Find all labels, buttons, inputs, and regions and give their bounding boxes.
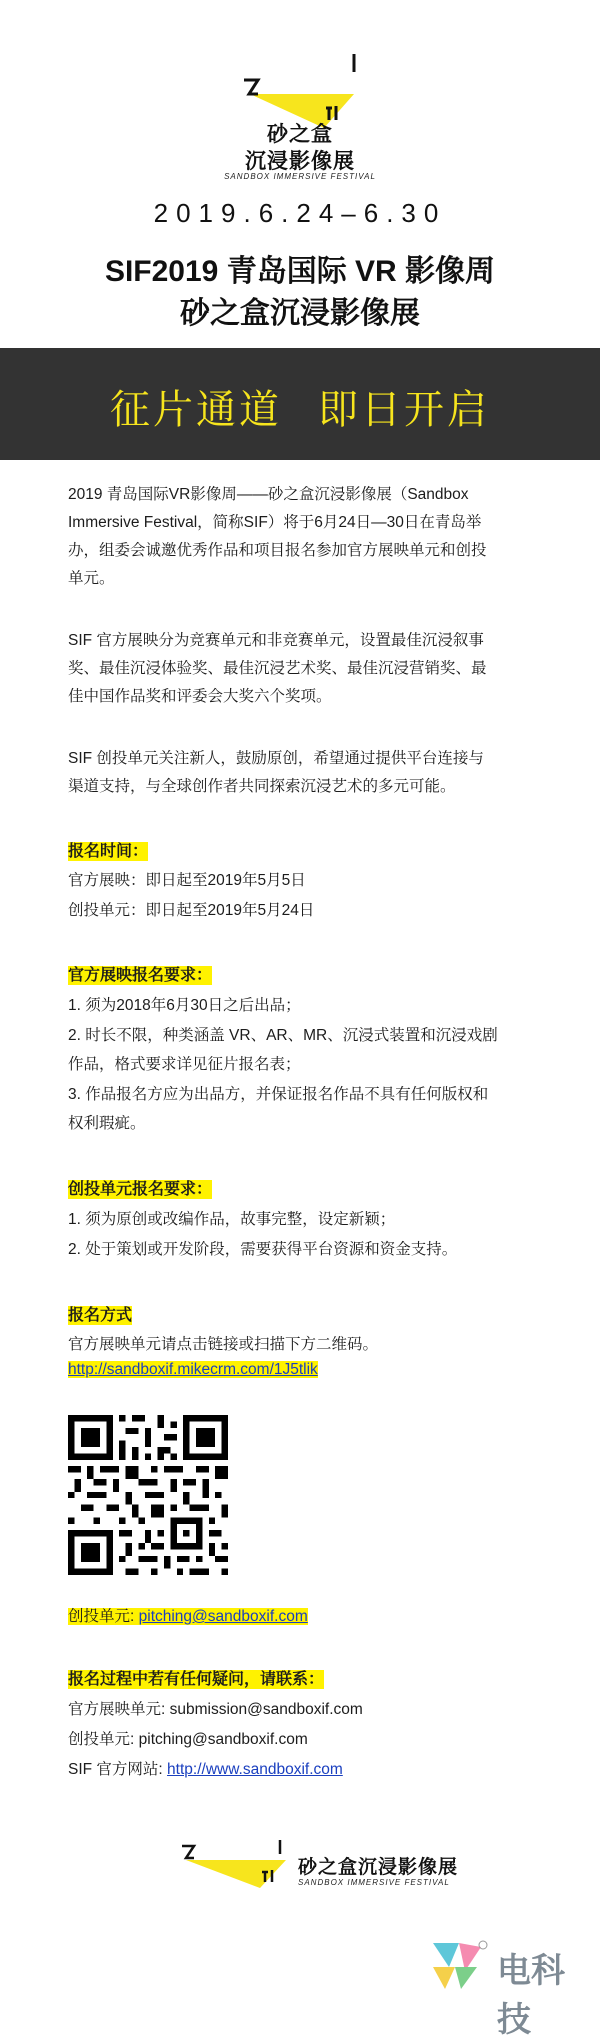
pitching-email-link[interactable]: pitching@sandboxif.com <box>138 1608 308 1625</box>
logo-title-line2: 沉浸影像展 <box>245 150 355 173</box>
watermark-text: 电科技 <box>497 1952 565 2039</box>
banner-text <box>0 378 600 435</box>
event-title-line1: SIF2019 青岛国际 VR 影像周 <box>104 255 496 288</box>
contact-heading: 报名过程中若有任何疑问，请联系： <box>68 1671 325 1688</box>
official-site-link[interactable]: http://www.sandboxif.com <box>167 1761 343 1778</box>
official-requirement-3a: 3. 作品报名方应为出品方，并保证报名作品不具有任何版权和 <box>68 1086 489 1103</box>
registration-time-official: 官方展映：即日起至2019年5月5日 <box>68 872 306 889</box>
footer-logo-title: 砂之盒沉浸影像展 <box>298 1857 459 1878</box>
intro-p2-line1: SIF 官方展映分为竞赛单元和非竞赛单元，设置最佳沉浸叙事 <box>68 632 484 649</box>
pitching-contact-line <box>68 1604 308 1626</box>
registration-link[interactable]: http://sandboxif.mikecrm.com/1J5tlik <box>68 1361 318 1378</box>
call-for-entries-banner <box>0 348 600 460</box>
pitching-email: pitching@sandboxif.com <box>138 1731 308 1748</box>
pitching-requirements-heading: 创投单元报名要求： <box>68 1181 213 1198</box>
watermark <box>425 1935 595 2039</box>
official-requirement-2a: 2. 时长不限，种类涵盖 VR、AR、MR、沉浸式装置和沉浸戏剧 <box>68 1027 498 1044</box>
method-heading: 报名方式 <box>68 1307 133 1324</box>
official-requirement-2b: 作品，格式要求详见征片报名表； <box>68 1056 301 1073</box>
method-description: 官方展映单元请点击链接或扫描下方二维码。 <box>68 1336 379 1353</box>
intro-p1-line2: Immersive Festival，简称SIF）将于6月24日—30日在青岛举 <box>68 514 482 531</box>
official-requirements-heading: 官方展映报名要求： <box>68 967 213 984</box>
intro-p1-line3: 办，组委会诚邀优秀作品和项目报名参加官方展映单元和创投 <box>68 542 487 559</box>
intro-p3-line1: SIF 创投单元关注新人，鼓励原创，希望通过提供平台连接与 <box>68 750 484 767</box>
logo-subtitle: SANDBOX IMMERSIVE FESTIVAL <box>224 172 376 181</box>
registration-link-line <box>68 1361 318 1379</box>
official-requirement-3b: 权利瑕疵。 <box>68 1115 146 1132</box>
registration-time-pitching: 创投单元：即日起至2019年5月24日 <box>68 902 315 919</box>
intro-p3-line2: 渠道支持，与全球创作者共同探索沉浸艺术的多元可能。 <box>68 778 456 795</box>
official-email: submission@sandboxif.com <box>169 1701 363 1718</box>
contact-official-line: 官方展映单元: submission@sandboxif.com <box>68 1701 363 1718</box>
pitching-requirement-1: 1. 须为原创或改编作品，故事完整，设定新颖； <box>68 1211 396 1228</box>
contact-site-line: SIF 官方网站: http://www.sandboxif.com <box>68 1761 343 1778</box>
intro-p1-line4: 单元。 <box>68 570 115 587</box>
footer-logo-subtitle: SANDBOX IMMERSIVE FESTIVAL <box>298 1878 450 1887</box>
pitching-label: 创投单元: <box>68 1608 139 1625</box>
qr-code-icon <box>68 1415 228 1575</box>
dian-keji-logo-icon <box>425 1937 489 1993</box>
footer-sandbox-logo-icon <box>176 1838 291 1888</box>
intro-p1-line1: 2019 青岛国际VR影像周——砂之盒沉浸影像展（Sandbox <box>68 486 469 503</box>
registration-time-heading: 报名时间： <box>68 843 149 860</box>
banner-part2: 即日开启 <box>318 388 490 432</box>
banner-part1: 征片通道 <box>110 388 282 432</box>
pitching-requirement-2: 2. 处于策划或开发阶段，需要获得平台资源和资金支持。 <box>68 1241 458 1258</box>
contact-pitching-line: 创投单元: pitching@sandboxif.com <box>68 1731 308 1748</box>
event-title-line2: 砂之盒沉浸影像展 <box>180 297 420 330</box>
event-dates: 2019.6.24–6.30 <box>153 198 447 228</box>
logo-title-line1: 砂之盒 <box>267 123 333 146</box>
intro-p2-line3: 佳中国作品奖和评委会大奖六个奖项。 <box>68 688 332 705</box>
intro-p2-line2: 奖、最佳沉浸体验奖、最佳沉浸艺术奖、最佳沉浸营销奖、最 <box>68 660 487 677</box>
sandbox-logo-icon <box>236 50 366 128</box>
official-requirement-1: 1. 须为2018年6月30日之后出品； <box>68 997 301 1014</box>
